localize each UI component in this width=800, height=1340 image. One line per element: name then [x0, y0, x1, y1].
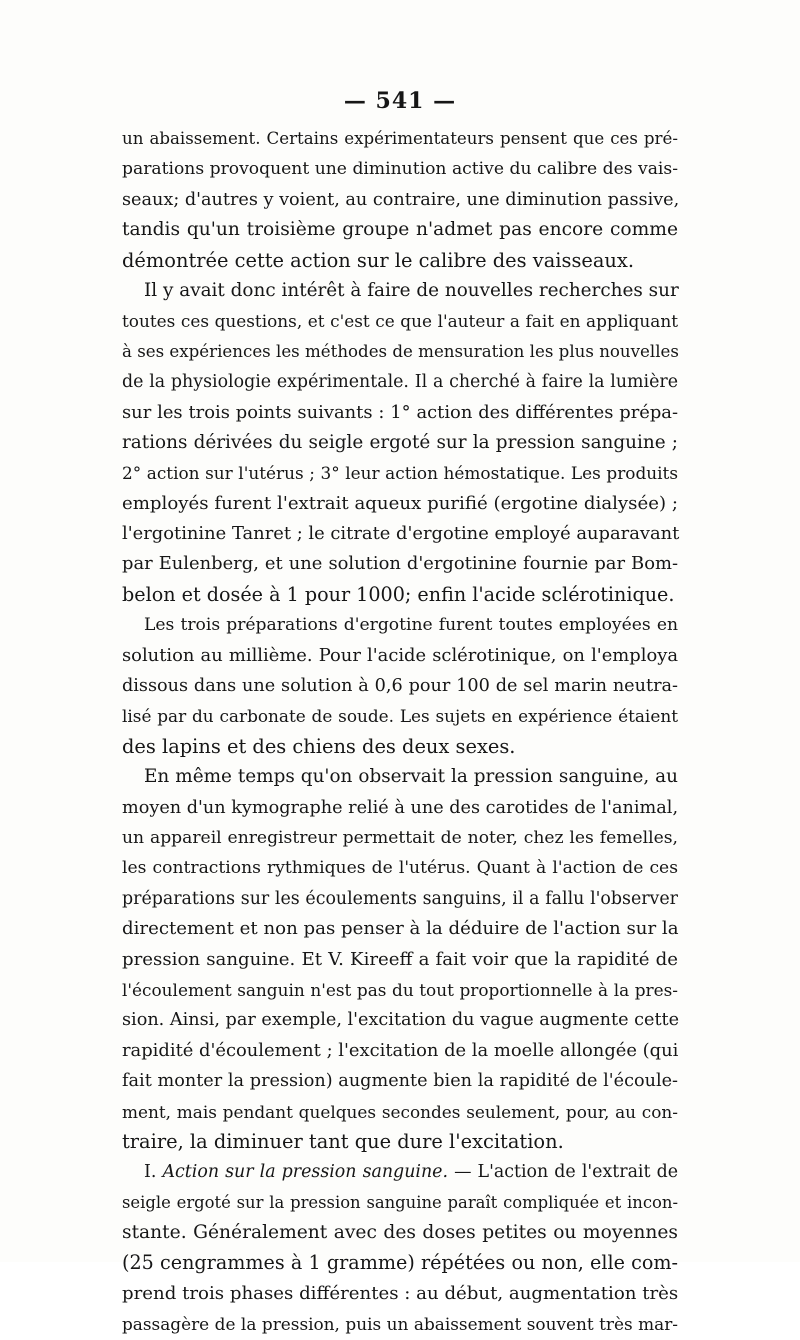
text-line: l'écoulement sanguin n'est pas du tout proportionnelle à la pres-: [122, 979, 678, 1000]
page-number: — 541 —: [343, 88, 457, 114]
section-title: Action sur la pression sanguine.: [162, 1162, 448, 1183]
text-line: solution au millième. Pour l'acide sclérotinique, on l'employa: [122, 644, 678, 666]
paragraph: [122, 610, 678, 762]
text-line: prend trois phases différentes : au début, augmentation très: [122, 1282, 679, 1304]
text-line: un appareil enregistreur permettait de noter, chez les femelles,: [122, 827, 678, 848]
text-line: seaux; d'autres y voient, au contraire, une diminution passive,: [122, 189, 680, 210]
text-line: 2° action sur l'utérus ; 3° leur action hémostatique. Les produits: [122, 463, 678, 484]
text-line: fait monter la pression) augmente bien la rapidité de l'écoule-: [122, 1071, 678, 1092]
text-line: sur les trois points suivants : 1° action des différentes prépa-: [122, 401, 678, 423]
text-line: (25 cengrammes à 1 gramme) répétées ou non, elle com-: [122, 1251, 678, 1275]
text-line: tandis qu'un troisième groupe n'admet pas encore comme: [122, 219, 678, 241]
text-line: rations dérivées du seigle ergoté sur la pression sanguine ;: [122, 431, 678, 453]
text-line: un abaissement. Certains expérimentateurs pensent que ces pré-: [122, 129, 678, 148]
text-line: démontrée cette action sur le calibre des vaisseaux.: [122, 248, 635, 272]
text-line: directement et non pas penser à la déduire de l'action sur la: [122, 918, 679, 940]
text-line: préparations sur les écoulements sanguins, il a fallu l'observer: [122, 888, 678, 909]
text-line: ment, mais pendant quelques secondes seulement, pour, au con-: [122, 1101, 678, 1122]
text-line: lisé par du carbonate de soude. Les sujets en expérience étaient: [122, 706, 678, 727]
text-line: les contractions rythmiques de l'utérus. Quant à l'action de ces: [122, 858, 678, 879]
paragraph: [122, 124, 678, 276]
text-line: l'ergotinine Tanret ; le citrate d'ergotine employé auparavant: [122, 523, 680, 545]
text-line: seigle ergoté sur la pression sanguine paraît compliquée et incon-: [122, 1192, 678, 1212]
section-paragraph: [122, 1157, 678, 1339]
text-line: moyen d'un kymographe relié à une des carotides de l'animal,: [122, 797, 679, 818]
section-number: I.: [144, 1162, 157, 1183]
text-line: stante. Généralement avec des doses petites ou moyennes: [122, 1222, 678, 1244]
text-line: employés furent l'extrait aqueux purifié (ergotine dialysée) ;: [122, 492, 678, 514]
text-line: En même temps qu'on observait la pression sanguine, au: [144, 766, 678, 788]
text-line: dissous dans une solution à 0,6 pour 100 de sel marin neutra-: [122, 676, 678, 697]
text-line: par Eulenberg, et une solution d'ergotinine fournie par Bom-: [122, 553, 678, 575]
text-line: Les trois préparations d'ergotine furent toutes employées en: [144, 615, 678, 636]
text-line: de la physiologie expérimentale. Il a cherché à faire la lumière: [122, 372, 678, 393]
text-line: pression sanguine. Et V. Kireeff a fait voir que la rapidité de: [122, 948, 678, 970]
paragraph: [122, 276, 678, 610]
text-line: passagère de la pression, puis un abaissement souvent très mar-: [122, 1314, 678, 1335]
text-line: traire, la diminuer tant que dure l'excitation.: [122, 1129, 564, 1153]
body-text: [122, 124, 678, 1340]
text-line: rapidité d'écoulement ; l'excitation de la moelle allongée (qui: [122, 1039, 679, 1061]
text-line: des lapins et des chiens des deux sexes.: [122, 734, 516, 758]
section-heading-text: — L'action de l'extrait de: [447, 1162, 678, 1183]
text-line: Il y avait donc intérêt à faire de nouvelles recherches sur: [144, 279, 679, 301]
text-line: sion. Ainsi, par exemple, l'excitation du vague augmente cette: [122, 1010, 680, 1031]
paragraph: [122, 762, 678, 1157]
text-line: parations provoquent une diminution active du calibre des vais-: [122, 159, 678, 180]
text-line: toutes ces questions, et c'est ce que l'auteur a fait en appliquant: [122, 311, 678, 332]
text-line: belon et dosée à 1 pour 1000; enfin l'acide sclérotinique.: [122, 582, 675, 606]
text-line: à ses expériences les méthodes de mensuration les plus nouvelles: [122, 341, 679, 361]
section-heading-line: [122, 1157, 678, 1187]
